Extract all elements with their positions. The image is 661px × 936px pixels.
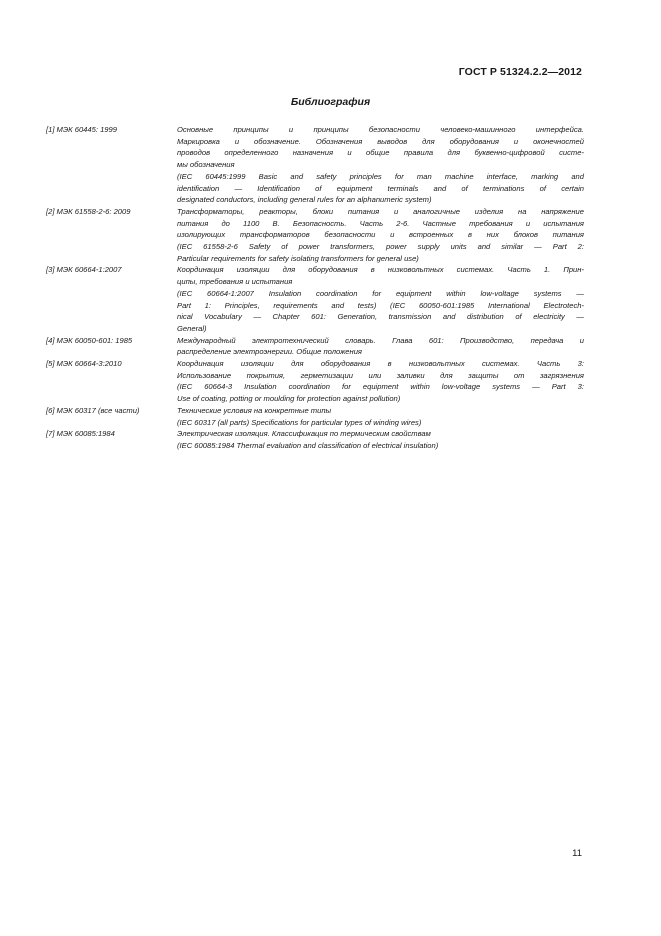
- reference-text: [177, 405, 584, 428]
- bibliography-entry: [46, 405, 584, 428]
- bibliography-entry: [46, 428, 584, 451]
- reference-id: [1] МЭК 60445: 1999: [46, 125, 117, 134]
- reference-id: [5] МЭК 60664-3:2010: [46, 359, 122, 369]
- page-title: Библиография: [290, 96, 371, 108]
- bibliography-entry: [46, 335, 584, 358]
- reference-text: [177, 264, 584, 334]
- reference-id: [2] МЭК 61558-2-6: 2009: [46, 206, 131, 216]
- reference-text: [177, 428, 584, 451]
- reference-id: [3] МЭК 60664-1:2007: [46, 265, 122, 275]
- reference-id: [6] МЭК 60317 (все части): [46, 405, 140, 415]
- reference-id: [7] МЭК 60085:1984: [46, 429, 115, 439]
- reference-line: распределение электроэнергии. Общие положения: [177, 347, 362, 357]
- reference-line: nical Vocabulary — Chapter 601: Generation, transmission and distribution of electricity —: [177, 312, 584, 322]
- reference-line: Маркировка и обозначение. Обозначения выводов для оборудования и оконечностей: [177, 136, 584, 146]
- bibliography-entry: [46, 206, 584, 265]
- reference-line: (IEC 60664-3 Insulation coordination for equipment within low-voltage systems — Part 3:: [177, 382, 584, 392]
- reference-line: Трансформаторы, реакторы, блоки питания и аналогичные изделия на напряжение: [177, 206, 584, 216]
- reference-text: [177, 358, 584, 405]
- bibliography-entry: [46, 124, 584, 206]
- reference-line: питания до 1100 В. Безопасность. Часть 2-6. Частные требования и испытания: [177, 218, 584, 228]
- page-number: 11: [572, 848, 582, 859]
- reference-line: Технические условия на конкретные типы: [177, 405, 332, 415]
- bibliography-list: [46, 124, 584, 452]
- bibliography-entry: [46, 264, 584, 334]
- reference-line: Particular requirements for safety isolating transformers for general use): [177, 253, 419, 263]
- reference-line: мы обозначения: [177, 160, 235, 170]
- reference-line: (IEC 60085:1984 Thermal evaluation and classification of electrical insulation): [177, 440, 439, 450]
- reference-line: изолирующих трансформаторов безопасности и встроенных в них блоков питания: [177, 230, 584, 240]
- reference-line: Use of coating, potting or moulding for protection against pollution): [177, 394, 401, 404]
- reference-text: [177, 124, 584, 206]
- reference-line: Международный электротехнический словарь. Глава 601: Производство, передача и: [177, 335, 584, 345]
- reference-line: ципы, требования и испытания: [177, 277, 293, 287]
- reference-line: Электрическая изоляция. Классификация по термическим свойствам: [177, 429, 431, 439]
- bibliography-entry: [46, 358, 584, 405]
- reference-line: Part 1: Principles, requirements and tests) (IEC 60050-601:1985 International Electrotech-: [177, 300, 584, 310]
- reference-line: Координация изоляции для оборудования в низковольтных системах. Часть 1. Прин-: [177, 265, 584, 275]
- reference-line: General): [177, 323, 207, 333]
- reference-line: Основные принципы и принципы безопасности человеко-машинного интерфейса.: [177, 125, 584, 134]
- reference-line: (IEC 60664-1:2007 Insulation coordination for equipment within low-voltage systems —: [177, 288, 584, 298]
- reference-line: Координация изоляции для оборудования в низковольтных системах. Часть 3:: [177, 359, 584, 369]
- reference-line: проводов определенного назначения и общие правила для буквенно-цифровой систе-: [177, 148, 584, 158]
- reference-line: Использование покрытия, герметизации или заливки для защиты от загрязнения: [177, 370, 584, 380]
- reference-text: [177, 206, 584, 265]
- reference-line: (IEC 60317 (all parts) Specifications for particular types of winding wires): [177, 417, 422, 427]
- reference-line: designated conductors, including general rules for an alphanumeric system): [177, 195, 432, 205]
- reference-id: [4] МЭК 60050-601: 1985: [46, 335, 133, 345]
- document-header: ГОСТ Р 51324.2.2—2012: [458, 66, 582, 78]
- reference-line: identification — Identification of equipment terminals and of terminations of certain: [177, 183, 584, 193]
- reference-line: (IEC 60445:1999 Basic and safety principles for man machine interface, marking and: [177, 171, 584, 181]
- reference-text: [177, 335, 584, 358]
- reference-line: (IEC 61558-2-6 Safety of power transformers, power supply units and similar — Part 2:: [177, 242, 584, 252]
